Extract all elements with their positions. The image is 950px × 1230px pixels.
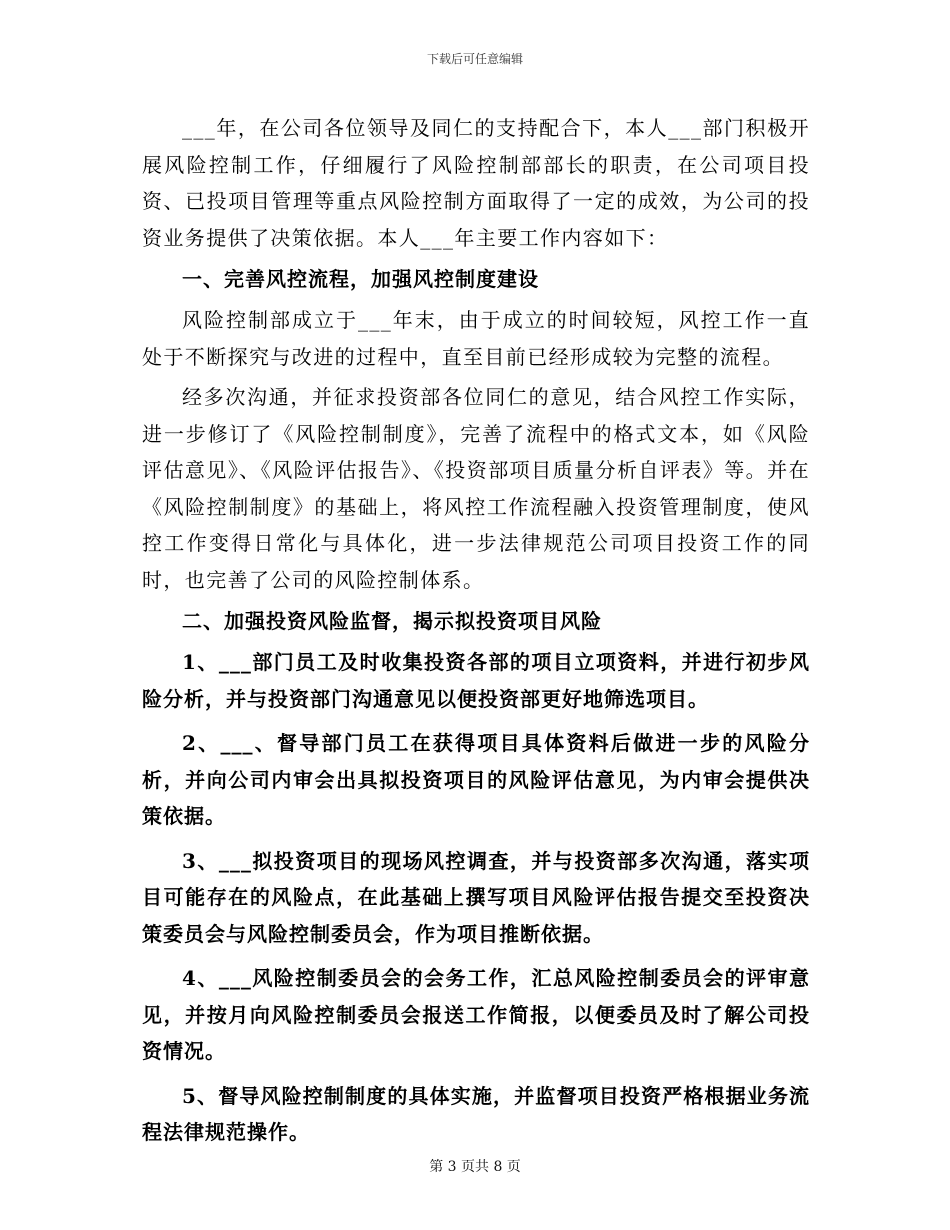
list-item: 1、___部门员工及时收集投资各部的项目立项资料，并进行初步风险分析，并与投资部门沟通意见以便投资部更好地筛选项目。 <box>142 650 810 711</box>
section1-paragraph-2: 经多次沟通，并征求投资部各位同仁的意见，结合风控工作实际，进一步修订了《风险控制制度》，完善了流程中的格式文本，如《风险评估意见》、《风险评估报告》、《投资部项目质量分析自评表》等。并在《风险控制制度》的基础上，将风控工作流程融入投资管理制度，使风控工作变得日常化与具体化，进一步法律规范公司项目投资工作的同时，也完善了公司的风险控制体系。 <box>142 385 810 592</box>
list-item: 4、___风险控制委员会的会务工作，汇总风险控制委员会的评审意见，并按月向风险控制委员会报送工作简报，以便委员及时了解公司投资情况。 <box>142 966 810 1063</box>
page-header-note: 下载后可任意编辑 <box>426 52 523 66</box>
intro-paragraph: ___年，在公司各位领导及同仁的支持配合下，本人___部门积极开展风险控制工作，仔细履行了风险控制部部长的职责，在公司项目投资、已投项目管理等重点风险控制方面取得了一定的成效，为公司的投资业务提供了决策依据。本人___年主要工作内容如下： <box>142 116 810 250</box>
document-body <box>142 110 810 1151</box>
list-item: 3、___拟投资项目的现场风控调查，并与投资部多次沟通，落实项目可能存在的风险点，在此基础上撰写项目风险评估报告提交至投资决策委员会与风险控制委员会，作为项目推断依据。 <box>142 848 810 946</box>
list-item: 2、___、督导部门员工在获得项目具体资料后做进一步的风险分析，并向公司内审会出具拟投资项目的风险评估意见，为内审会提供决策依据。 <box>142 731 810 828</box>
list-item: 5、督导风险控制制度的具体实施，并监督项目投资严格根据业务流程法律规范操作。 <box>142 1083 810 1144</box>
section-heading-2: 二、加强投资风险监督，揭示拟投资项目风险 <box>182 609 602 633</box>
section1-paragraph-1: 风险控制部成立于___年末，由于成立的时间较短，风控工作一直处于不断探究与改进的过程中，直至目前已经形成较为完整的流程。 <box>142 308 810 369</box>
section-heading-1: 一、完善风控流程，加强风控制度建设 <box>182 267 539 291</box>
page-number: 第 3 页共 8 页 <box>429 1159 521 1175</box>
